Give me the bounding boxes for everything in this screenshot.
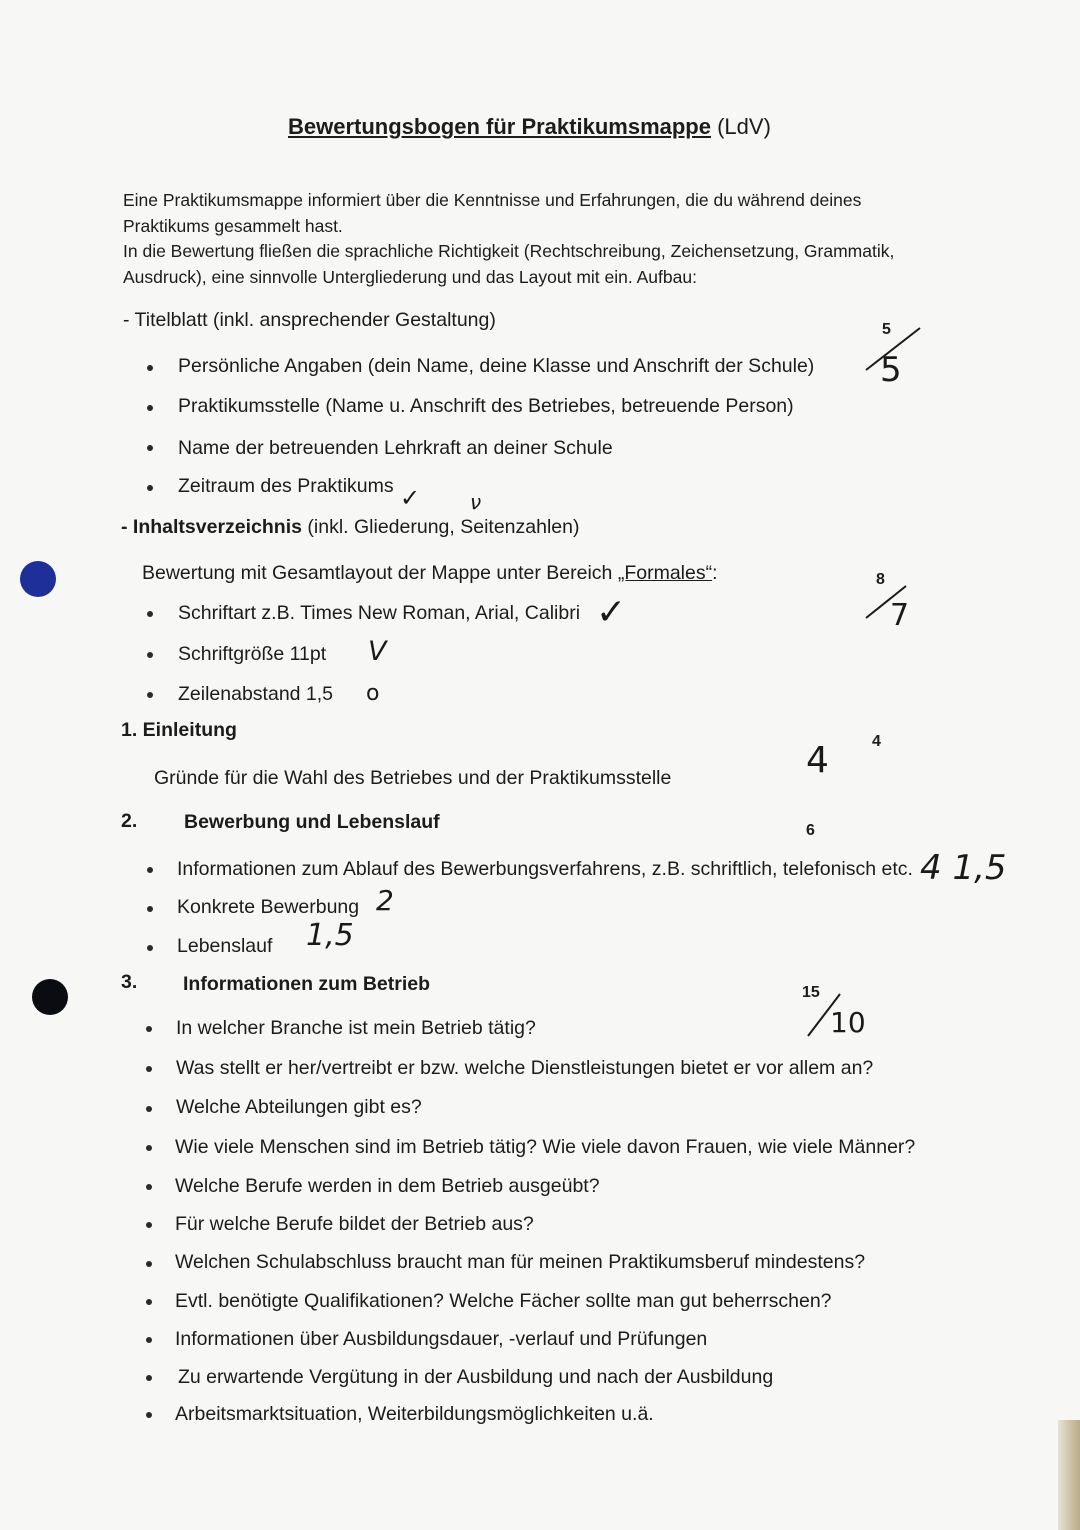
bullet [147,365,153,371]
betrieb-item: Zu erwartende Vergütung in der Ausbildung und nach der Ausbildung [178,1366,774,1388]
bewerbung-max-points: 6 [806,822,815,839]
betrieb-item: Wie viele Menschen sind im Betrieb tätig? Wie viele davon Frauen, wie viele Männer? [175,1136,916,1158]
intro-paragraph [123,188,923,290]
document-title: Bewertungsbogen für Praktikumsmappe (LdV) [288,114,771,139]
handwritten-check: ✓ [400,484,421,512]
bullet [146,1337,152,1343]
bewerbung-heading: Bewerbung und Lebenslauf [184,811,440,833]
bullet [147,445,153,451]
formales-max-points: 8 [876,571,885,588]
einleitung-heading: 1. Einleitung [121,719,237,741]
formales-item: Schriftart z.B. Times New Roman, Arial, Calibri [178,602,581,624]
betrieb-item: Informationen über Ausbildungsdauer, -verlauf und Prüfungen [175,1328,708,1350]
betrieb-item: Arbeitsmarktsituation, Weiterbildungsmöglichkeiten u.ä. [175,1403,654,1425]
handwritten-v-mark: V [368,636,387,667]
bullet [146,1066,152,1072]
bullet [146,1261,152,1267]
bewerbung-grade-konkret: 2 [376,884,394,917]
bullet [147,652,153,658]
bullet [146,1106,152,1112]
titelblatt-max-points: 5 [882,321,891,338]
intro-text: Eine Praktikumsmappe informiert über die Kenntnisse und Erfahrungen, die du während deines Praktikums gesammelt hast. In die Bewertung fließen die sprachliche Richtigkeit (Rechtschreibung, Zeichensetzung, Grammatik, Ausdruck), eine sinnvolle Untergliederung und das Layout mit ein. Aufbau: [123,190,895,287]
titelblatt-item: Zeitraum des Praktikums [178,475,394,497]
betrieb-item: In welcher Branche ist mein Betrieb tätig? [176,1017,536,1039]
betrieb-item: Welchen Schulabschluss braucht man für meinen Praktikumsberuf mindestens? [175,1251,866,1273]
bullet [146,1375,152,1381]
punch-hole-bottom [32,979,68,1015]
formales-item: Zeilenabstand 1,5 [178,683,334,705]
inhaltsverzeichnis-heading-rest: (inkl. Gliederung, Seitenzahlen) [301,516,580,538]
bullet [147,405,153,411]
titelblatt-item: Persönliche Angaben (dein Name, deine Klasse und Anschrift der Schule) [178,355,815,377]
bullet [147,692,153,698]
bewerbung-item: Informationen zum Ablauf des Bewerbungsverfahrens, z.B. schriftlich, telefonisch etc. [177,858,913,880]
handwritten-mark: ν [470,490,482,514]
bullet [146,1145,152,1151]
formales-intro-link: „Formales“ [617,562,713,584]
titelblatt-heading: - Titelblatt (inkl. ansprechender Gestaltung) [123,309,496,331]
formales-grade: 7 [890,598,910,633]
page-fold-edge [1058,1420,1080,1530]
betrieb-item: Was stellt er her/vertreibt er bzw. welche Dienstleistungen bietet er vor allem an? [176,1057,874,1079]
inhaltsverzeichnis-heading-bold: - Inhaltsverzeichnis [121,516,302,538]
formales-intro-prefix: Bewertung mit Gesamtlayout der Mappe unter Bereich [142,562,618,584]
betrieb-number: 3. [121,971,138,993]
inhaltsverzeichnis-heading [121,516,579,539]
bewerbung-number: 2. [121,810,138,832]
einleitung-grade: 4 [806,740,829,781]
bullet [147,611,153,617]
formales-item: Schriftgröße 11pt [178,643,327,665]
einleitung-max-points: 4 [872,733,881,750]
titelblatt-item: Name der betreuenden Lehrkraft an deiner Schule [178,437,613,459]
bewerbung-grade-total: 4 1,5 [920,848,1007,888]
einleitung-text: Gründe für die Wahl des Betriebes und der Praktikumsstelle [154,767,672,789]
betrieb-grade: 10 [830,1006,866,1039]
titelblatt-grade: 5 [880,350,902,390]
handwritten-zero-mark: o [366,681,380,706]
formales-intro [142,562,718,585]
betrieb-item: Evtl. benötigte Qualifikationen? Welche Fächer sollte man gut beherrschen? [175,1290,832,1312]
betrieb-heading: Informationen zum Betrieb [183,973,431,995]
betrieb-item: Welche Berufe werden in dem Betrieb ausgeübt? [175,1175,600,1197]
formales-intro-suffix: : [712,562,718,584]
betrieb-item: Welche Abteilungen gibt es? [176,1096,422,1118]
betrieb-max-points: 15 [802,984,820,1001]
betrieb-item: Für welche Berufe bildet der Betrieb aus? [175,1213,534,1235]
bullet [146,1026,152,1032]
bullet [147,945,153,951]
bewerbung-item: Konkrete Bewerbung [177,896,360,918]
bullet [146,1412,152,1418]
bewerbung-item: Lebenslauf [177,935,273,957]
handwritten-check: ✓ [596,592,627,633]
titelblatt-item: Praktikumsstelle (Name u. Anschrift des Betriebes, betreuende Person) [178,395,794,417]
bullet [147,485,153,491]
bullet [146,1299,152,1305]
bullet [147,867,153,873]
bullet [146,1184,152,1190]
punch-hole-top [20,561,56,597]
bullet [147,906,153,912]
bullet [146,1222,152,1228]
bewerbung-grade-lebenslauf: 1,5 [306,918,354,953]
